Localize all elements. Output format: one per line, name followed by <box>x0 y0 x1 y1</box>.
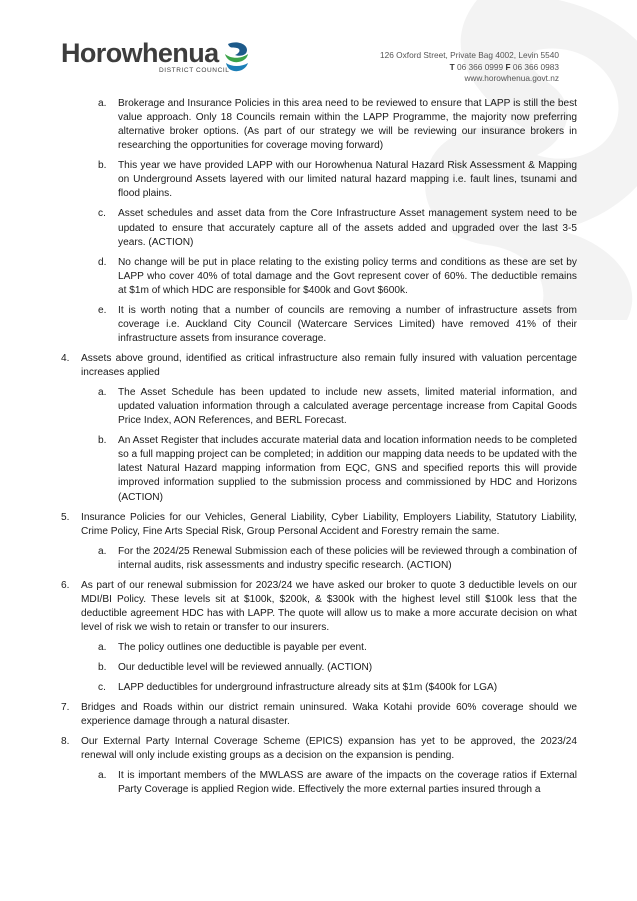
list-marker: a. <box>98 770 107 782</box>
list-text: Bridges and Roads within our district remain uninsured. Waka Kotahi provide 60% coverage should we experience damage through a natural disaster. <box>81 701 577 728</box>
list-text: It is worth noting that a number of councils are removing a number of infrastructure assets from coverage i.e. Auckland City Council (Watercare Services Limited) have removed 41% of their infrastructure assets from insurance coverage. <box>118 304 577 344</box>
list-marker: 5. <box>61 511 70 523</box>
logo-wordmark: Horowhenua <box>61 38 219 68</box>
list-text: Assets above ground, identified as critical infrastructure also remain fully insured with valuation percentage increases applied <box>81 352 577 379</box>
list-item <box>61 434 577 504</box>
list-item <box>61 681 577 695</box>
list-marker: a. <box>98 98 107 109</box>
list-item <box>61 641 577 655</box>
logo-subtitle: DISTRICT COUNCIL <box>159 67 230 74</box>
website: www.horowhenua.govt.nz <box>464 73 559 83</box>
list-text: No change will be put in place relating to the existing policy terms and conditions as these are set by LAPP who cover 40% of total damage and the Govt represent cover of 60%. The deductible remains at $1m of which HDC are responsible for $400k and Govt $600k. <box>118 256 577 296</box>
list-marker: a. <box>98 387 107 399</box>
list-item <box>61 207 577 249</box>
list-marker: e. <box>98 304 107 316</box>
list-text: Asset schedules and asset data from the Core Infrastructure Asset management system need to be updated to ensure that accurately capture all of the assets added and upgraded over the last 3-5 years. (ACTION) <box>118 208 577 248</box>
list-marker: a. <box>98 641 107 653</box>
list-text: Our External Party Internal Coverage Scheme (EPICS) expansion has yet to be approved, the 2023/24 renewal will only include existing groups as a decision on the expansion is pending. <box>81 736 577 762</box>
list-item <box>61 256 577 298</box>
list-item <box>61 701 577 729</box>
list-text: Brokerage and Insurance Policies in this area need to be reviewed to ensure that LAPP is still the best value approach. Only 18 Councils remain within the LAPP Programme, the majority now preferring alternative broker options. (As part of our strategy we will be reviewing our insurance brokers in researching the opportunities for coverage moving forward) <box>118 98 577 152</box>
document-body <box>61 97 577 797</box>
list-item <box>61 159 577 201</box>
list-marker: b. <box>98 661 107 673</box>
phone-fax-line: T 06 366 0999 F 06 366 0983 <box>449 61 559 72</box>
list-text: Our deductible level will be reviewed annually. (ACTION) <box>118 661 373 673</box>
list-marker: a. <box>98 545 107 557</box>
list-text: The policy outlines one deductible is payable per event. <box>118 641 367 653</box>
list-marker: 4. <box>61 352 70 364</box>
list-marker: b. <box>98 160 107 172</box>
list-marker: 8. <box>61 736 70 748</box>
list-item <box>61 769 577 797</box>
list-marker: c. <box>98 681 106 693</box>
list-text: As part of our renewal submission for 2023/24 we have asked our broker to quote 3 deductible levels on our MDI/BI Policy. These levels sit at $100k, $200k, & $300k with the highest level still $100k less that the deductible agreement HDC has with LAPP. The quote will allow us to make a more accurate decision on what level of risk we wish to retain or transfer to our insurers. <box>81 579 577 633</box>
list-text: For the 2024/25 Renewal Submission each of these policies will be reviewed through a combination of internal audits, risk assessments and industry specific research. (ACTION) <box>118 545 577 571</box>
list-item <box>61 386 577 428</box>
list-text: LAPP deductibles for underground infrastructure already sits at $1m ($400k for LGA) <box>118 681 498 693</box>
list-item <box>61 304 577 346</box>
council-logo <box>61 38 230 74</box>
list-item <box>61 97 577 153</box>
list-item <box>61 511 577 539</box>
list-marker: c. <box>98 208 106 220</box>
list-item <box>61 735 577 763</box>
list-text: The Asset Schedule has been updated to include new assets, limited material information, and updated valuation information through a calculated average percentage increase from Capital Goods Price Index, AON References, and BERL Forecast. <box>118 387 577 427</box>
list-text: An Asset Register that includes accurate material data and location information needs to be completed so a full mapping project can be completed; in addition our mapping data needs to be updated with the latest Natural Hazard mapping information from EQC, GNS and specified reports this will provide improved information supplied to the submission process and commissioned by HDC and Horizons (ACTION) <box>118 435 577 503</box>
list-marker: 7. <box>61 701 70 713</box>
list-marker: d. <box>98 256 107 268</box>
list-marker: b. <box>98 435 107 447</box>
contact-block <box>380 50 559 85</box>
street-address: 126 Oxford Street, Private Bag 4002, Levin 5540 <box>380 50 559 60</box>
letterhead <box>0 0 637 96</box>
council-emblem-icon <box>223 41 251 75</box>
list-item <box>61 661 577 675</box>
list-item <box>61 545 577 573</box>
list-text: It is important members of the MWLASS are aware of the impacts on the coverage ratios if External Party Coverage is applied Region wide. Effectively the more external parties insured through a <box>118 770 577 796</box>
list-item <box>61 579 577 635</box>
list-marker: 6. <box>61 579 70 591</box>
list-item <box>61 352 577 380</box>
list-text: Insurance Policies for our Vehicles, General Liability, Cyber Liability, Employers Liability, Statutory Liability, Crime Policy, Fine Arts Special Risk, Group Personal Accident and Forestry remain the same. <box>81 511 577 537</box>
list-text: This year we have provided LAPP with our Horowhenua Natural Hazard Risk Assessment & Mapping on Underground Assets layered with our limited natural hazard mapping i.e. fault lines, tsunami and flood plains. <box>118 160 577 200</box>
